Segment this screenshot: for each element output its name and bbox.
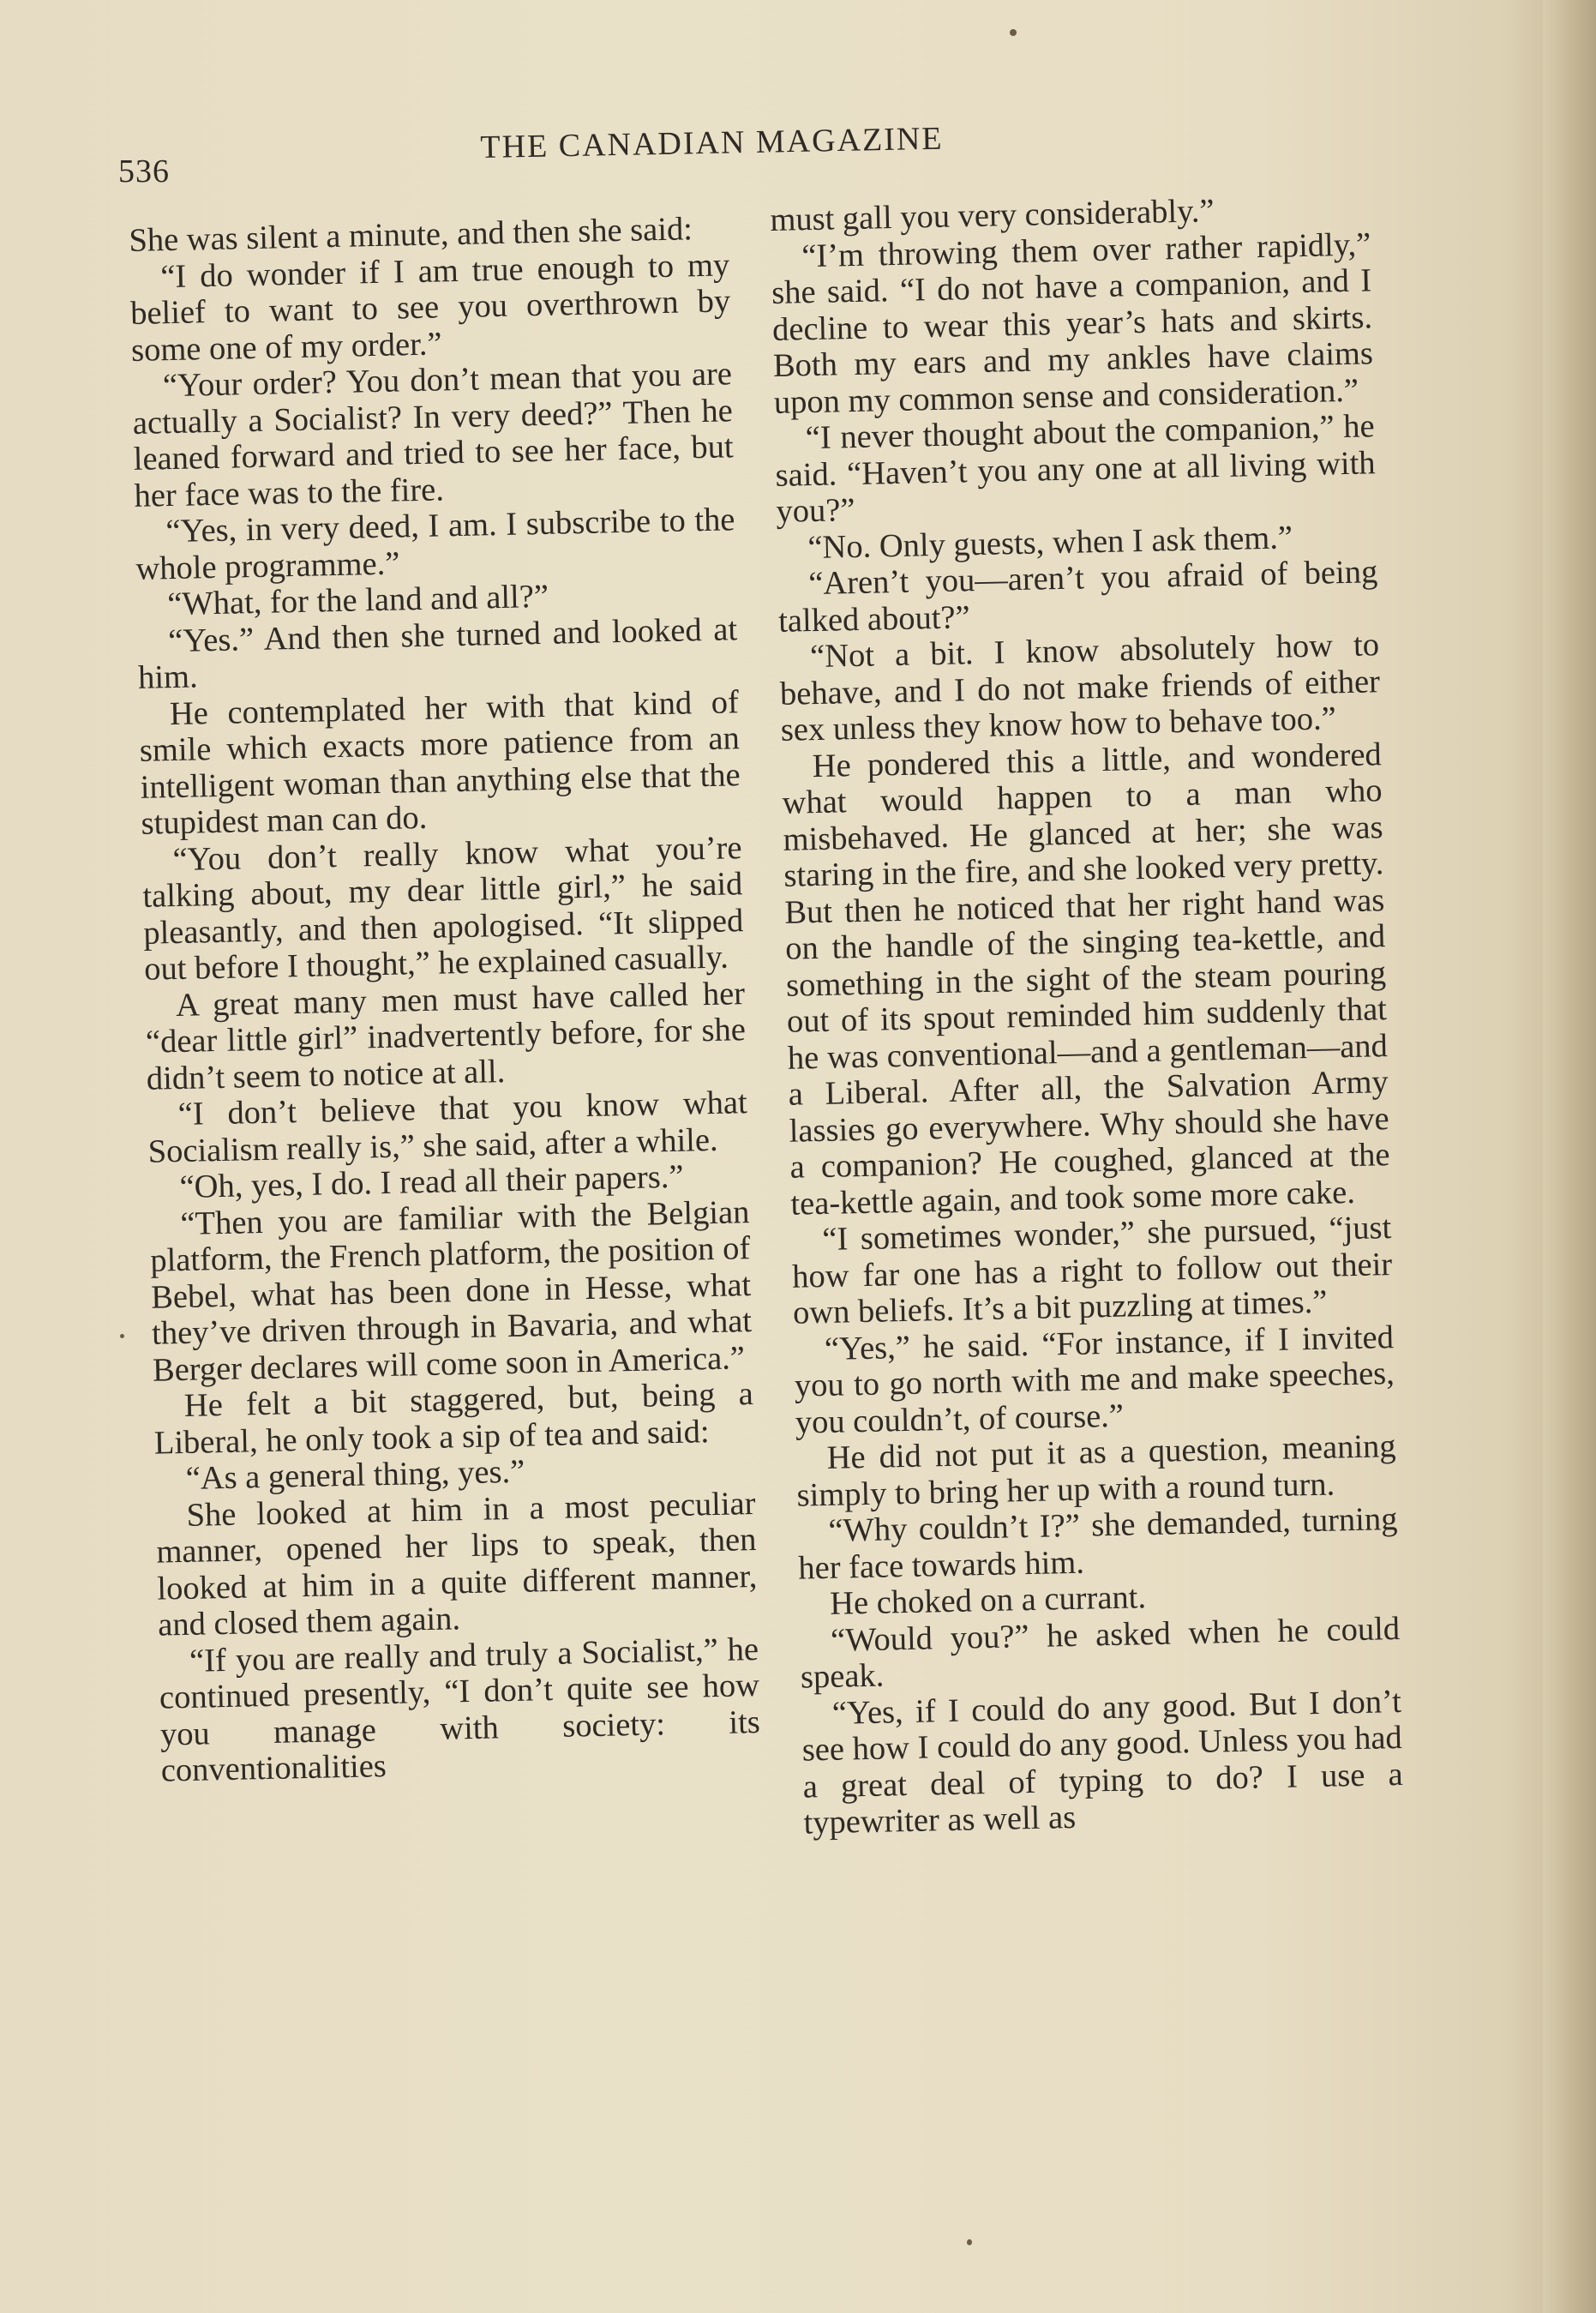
left-column (129, 210, 761, 1789)
ink-speck (120, 1334, 124, 1338)
paragraph: “Yes.” And then she turned and looked at him. (137, 610, 738, 696)
paragraph: must gall you very considerably.” (770, 193, 1215, 238)
right-column (770, 189, 1404, 1841)
running-head: THE CANADIAN MAGAZINE (480, 120, 944, 165)
paragraph: “Yes, in very deed, I am. I subscribe to the whole programme.” (135, 502, 735, 587)
paragraph: “You don’t really know what you’re talking about, my dear little girl,” he said pleasantly, and then apologised. “It slipped out before I thought,” he explained casually. (142, 829, 744, 988)
paragraph: She was silent a minute, and then she said: (129, 211, 693, 259)
paragraph: He choked on a currant. (829, 1579, 1147, 1622)
paragraph: “I sometimes wonder,” she pursued, “just how far one has a right to follow out their own beliefs. It’s a bit puzzling at times.” (791, 1210, 1393, 1331)
paragraph: A great many men must have called her “dear little girl” inadvertently before, for she didn’t seem to notice at all. (145, 975, 747, 1097)
page-number: 536 (118, 153, 170, 189)
paragraph: “I never thought about the companion,” he said. “Haven’t you any one at all living with you?” (775, 408, 1376, 530)
paragraph: “As a general thing, yes.” (185, 1453, 525, 1497)
paragraph: “Why couldn’t I?” she demanded, turning her face towards him. (797, 1501, 1398, 1587)
paragraph: “Yes,” he said. “For instance, if I invited you to go north with me and make speeches, you couldn’t, of course.” (794, 1319, 1395, 1441)
paragraph: “Oh, yes, I do. I read all their papers.” (179, 1158, 684, 1205)
paragraph: “If you are really and truly a Socialist,” he continued presently, “I don’t quite see how you manage with society: its conventionalities (159, 1631, 761, 1789)
ink-speck (967, 2239, 972, 2245)
paragraph: “Yes, if I could do any good. But I don’t see how I could do any good. Unless you had a great deal of typing to do? I use a typewriter as well as (801, 1683, 1403, 1841)
paragraph: “No. Only guests, when I ask them.” (807, 519, 1293, 566)
paragraph: “I do wonder if I am true enough to my belief to want to see you overthrown by some one of my order.” (129, 246, 731, 369)
paragraph: He did not put it as a question, meaning simply to bring her up with a round turn. (796, 1428, 1396, 1514)
paragraph: She looked at him in a most peculiar manner, opened her lips to speak, then looked at him in a quite different manner, and closed them again. (156, 1485, 758, 1643)
paragraph: “Would you?” he asked when he could speak. (800, 1610, 1401, 1696)
paragraph: He pondered this a little, and wondered what would happen to a man who misbehaved. He glanced at her; she was staring in the fire, and she looked very pretty. But then he noticed that her right hand was on the handle of the singing tea-kettle, and something in the sight of the steam pouring out of its spout reminded him suddenly that he was conventional—and a gentleman—and a Liberal. After all, the Salvation Army lassies go everywhere. Why should she have a companion? He coughed, glanced at the tea-kettle again, and took some more cake. (782, 736, 1390, 1223)
next-page-edge (1543, 0, 1596, 2313)
paragraph: “Then you are familiar with the Belgian platform, the French platform, the position of Bebel, what has been done in Hesse, what they’ve driven through in Bavaria, and what Berger declares will come soon in America.” (149, 1193, 753, 1389)
ink-speck (1010, 29, 1017, 36)
paragraph: “I’m throwing them over rather rapidly,” she said. “I do not have a companion, and I decline to wear this year’s hats and skirts. Both my ears and my ankles have claims upon my common sense and consideration.” (771, 225, 1374, 421)
paragraph: He felt a bit staggered, but, being a Liberal, he only took a sip of tea and said: (153, 1376, 754, 1462)
paragraph: “I don’t believe that you know what Socialism really is,” she said, after a while. (147, 1084, 748, 1170)
paragraph: He contemplated her with that kind of smile which exacts more patience from an intelligent woman than anything else that the stupidest man can do. (139, 683, 741, 842)
paragraph: “Aren’t you—aren’t you afraid of being talked about?” (777, 554, 1378, 640)
paragraph: “What, for the land and all?” (166, 578, 549, 623)
paragraph: “Not a bit. I know absolutely how to behave, and I do not make friends of either sex unless they know how to behave too.” (779, 627, 1381, 748)
paragraph: “Your order? You don’t mean that you are actually a Socialist? In very deed?” Then he leaned forward and tried to see her face, but her face was to the fire. (132, 356, 735, 514)
